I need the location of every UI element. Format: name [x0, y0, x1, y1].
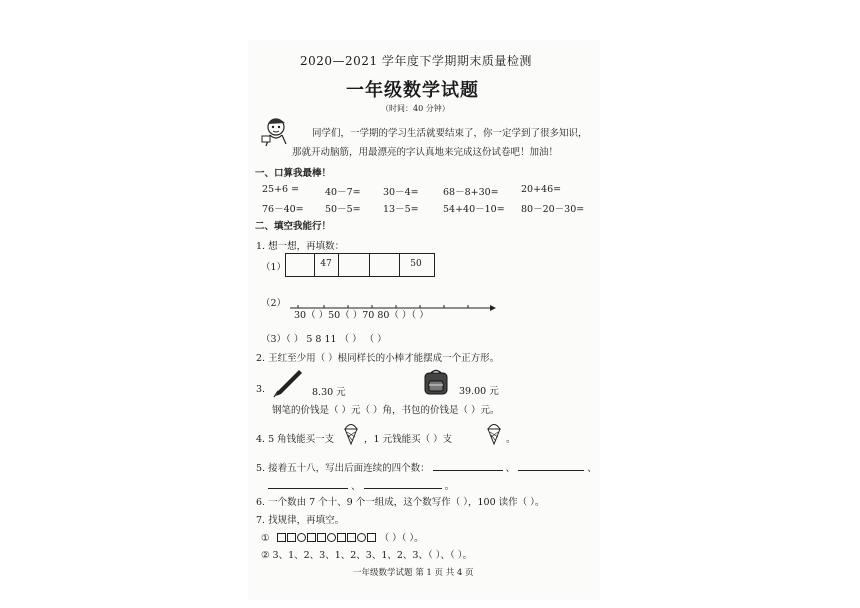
- ice-cream-cone-icon: [343, 421, 359, 445]
- answer-blank[interactable]: [268, 478, 348, 489]
- question-7-1: [261, 530, 424, 544]
- question-7-1-number: ①: [261, 533, 270, 544]
- math-item: 40－7=: [325, 187, 361, 198]
- intro-line-1: 同学们，一学期的学习生活就要结束了，你一定学到了很多知识，: [312, 128, 588, 139]
- separator: 、: [351, 481, 361, 492]
- question-4-part-b: ，1 元钱能买（ ）支: [364, 434, 453, 445]
- question-5: [256, 460, 597, 474]
- math-item: 20+46=: [521, 184, 562, 195]
- intro-line-2: 那就开动脑筋，用最漂亮的字认真地来完成这份试卷吧！加油！: [292, 147, 559, 158]
- number-box[interactable]: [369, 253, 399, 275]
- question-3-number: 3.: [256, 384, 266, 395]
- page-footer: 一年级数学试题 第 1 页 共 4 页: [353, 568, 474, 578]
- question-1-3: （3）（ ） 5 8 11 （ ） （ ）: [261, 334, 387, 345]
- question-3-text: 钢笔的价钱是（ ）元（ ）角，书包的价钱是（ ）元。: [272, 405, 500, 416]
- math-item: 50－5=: [325, 204, 361, 215]
- page-title: 一年级数学试题: [346, 80, 479, 101]
- question-4-part-c: 。: [506, 434, 516, 445]
- shape-pattern: [277, 533, 380, 544]
- math-item: 80－20－30=: [521, 204, 585, 215]
- question-4-part-a: 4. 5 角钱能买一支: [256, 434, 335, 445]
- question-6: 6. 一个数由 7 个十、9 个一组成，这个数写作（ ），100 读作（ ）。: [256, 497, 545, 508]
- answer-blank[interactable]: [433, 460, 503, 471]
- math-item: 13－5=: [383, 204, 419, 215]
- question-2: 2. 王红至少用（ ）根同样长的小棒才能摆成一个正方形。: [256, 353, 500, 364]
- number-line-labels: 30（ ）50（ ）70 80（ ）（ ）: [294, 310, 429, 321]
- question-5-text: 5. 接着五十八，写出后面连续的四个数：: [256, 463, 430, 474]
- exam-time: （时间：40 分钟）: [381, 104, 450, 113]
- exam-year-title: 2020—2021 学年度下学期期末质量检测: [300, 54, 532, 68]
- math-item: 54+40－10=: [443, 204, 505, 215]
- question-1: 1. 想一想，再填数：: [256, 241, 345, 252]
- ice-cream-cone-icon: [486, 421, 502, 445]
- question-1-2-label: （2）: [261, 298, 287, 309]
- question-7-2: ② 3、1、2、3、1、2、3、1、2、3、（ ）、（ ）。: [261, 550, 473, 561]
- answer-blank[interactable]: [518, 460, 584, 471]
- math-item: 68－8+30=: [443, 187, 499, 198]
- separator: 、: [505, 463, 516, 474]
- number-box[interactable]: [338, 253, 369, 275]
- section-2-heading: 二、填空我能行！: [255, 221, 332, 232]
- number-boxes: [285, 253, 433, 277]
- student-mascot-icon: [258, 114, 292, 148]
- answer-blank[interactable]: [364, 478, 442, 489]
- question-7-1-blanks: （ ）（ ）。: [379, 533, 424, 544]
- question-7: 7. 找规律，再填空。: [256, 515, 345, 526]
- section-1-heading: 一、口算我最棒！: [255, 168, 332, 179]
- backpack-price: 39.00 元: [459, 386, 499, 397]
- pen-icon: [271, 368, 303, 398]
- question-1-1-label: （1）: [261, 262, 287, 273]
- backpack-icon: [421, 368, 451, 396]
- separator: 、: [587, 463, 597, 474]
- math-item: 30－4=: [383, 187, 419, 198]
- math-item: 25+6 =: [262, 184, 300, 195]
- question-5-continued: [268, 478, 454, 492]
- math-item: 76－40=: [262, 204, 304, 215]
- pen-price: 8.30 元: [312, 387, 346, 398]
- number-box[interactable]: 50: [410, 259, 422, 269]
- end-mark: 。: [444, 481, 455, 492]
- number-box[interactable]: 47: [320, 259, 332, 269]
- number-box[interactable]: [285, 253, 314, 275]
